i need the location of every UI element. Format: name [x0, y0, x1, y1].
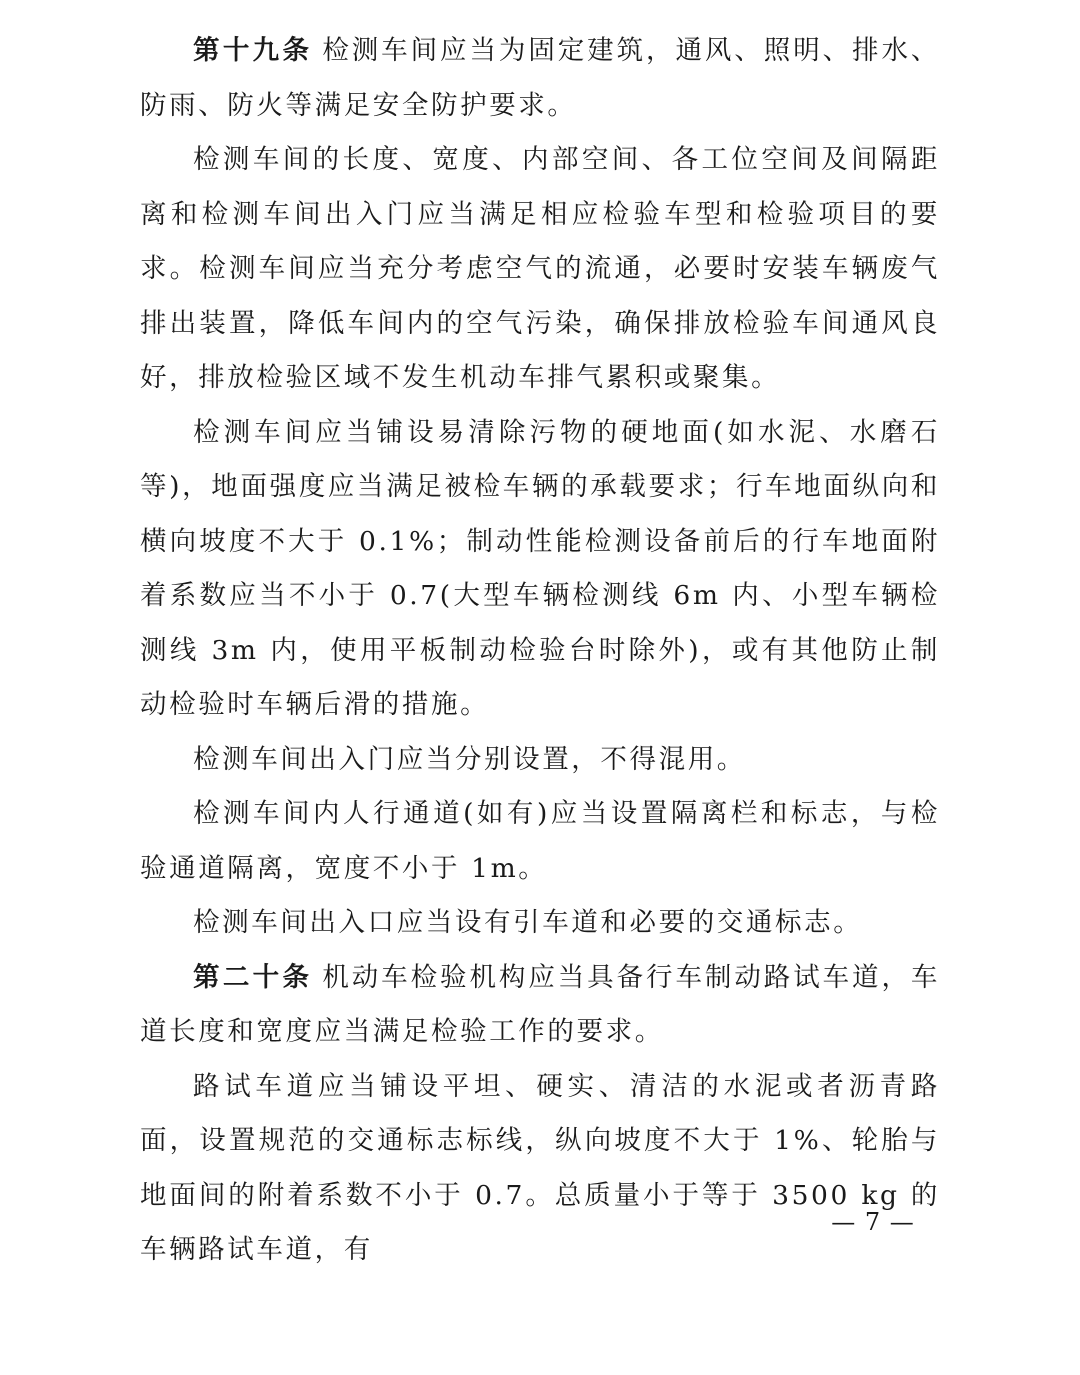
- paragraph-text: 检测车间应当为固定建筑，通风、照明、排水、防雨、防火等满足安全防护要求。: [140, 35, 941, 121]
- paragraph-article-20: [140, 951, 940, 1060]
- paragraph-text: 检测车间内人行通道(如有)应当设置隔离栏和标志，与检验通道隔离，宽度不小于 1m。: [140, 798, 940, 884]
- paragraph: [140, 896, 940, 951]
- paragraph-text: 检测车间应当铺设易清除污物的硬地面(如水泥、水磨石等)，地面强度应当满足被检车辆的承载要求；行车地面纵向和横向坡度不大于 0.1%；制动性能检测设备前后的行车地面附着系数应当不小于 0.7(大型车辆检测线 6m 内、小型车辆检测线 3m 内，使用平板制动检验台时除外)，或有其他防止制动检验时车辆后滑的措施。: [140, 416, 940, 720]
- article-heading: 第二十条: [193, 961, 313, 993]
- document-body: [140, 24, 940, 1278]
- paragraph: [140, 733, 940, 788]
- paragraph-article-19: [140, 24, 940, 133]
- paragraph: [140, 1060, 940, 1278]
- paragraph: [140, 406, 940, 733]
- paragraph-text: 路试车道应当铺设平坦、硬实、清洁的水泥或者沥青路面，设置规范的交通标志标线，纵向坡度不大于 1%、轮胎与地面间的附着系数不小于 0.7。总质量小于等于 3500 kg 的车辆路试车道，有: [140, 1070, 940, 1265]
- paragraph-text: 检测车间的长度、宽度、内部空间、各工位空间及间隔距离和检测车间出入门应当满足相应检验车型和检验项目的要求。检测车间应当充分考虑空气的流通，必要时安装车辆废气排出装置，降低车间内的空气污染，确保排放检验车间通风良好，排放检验区域不发生机动车排气累积或聚集。: [140, 144, 940, 393]
- paragraph-text: 检测车间出入门应当分别设置，不得混用。: [193, 743, 746, 775]
- paragraph: [140, 133, 940, 406]
- page-number: — 7 —: [831, 1208, 915, 1236]
- paragraph-text: 检测车间出入口应当设有引车道和必要的交通标志。: [193, 907, 863, 938]
- paragraph: [140, 787, 940, 896]
- article-heading: 第十九条: [193, 35, 313, 66]
- paragraph-text: 机动车检验机构应当具备行车制动路试车道，车道长度和宽度应当满足检验工作的要求。: [140, 961, 941, 1047]
